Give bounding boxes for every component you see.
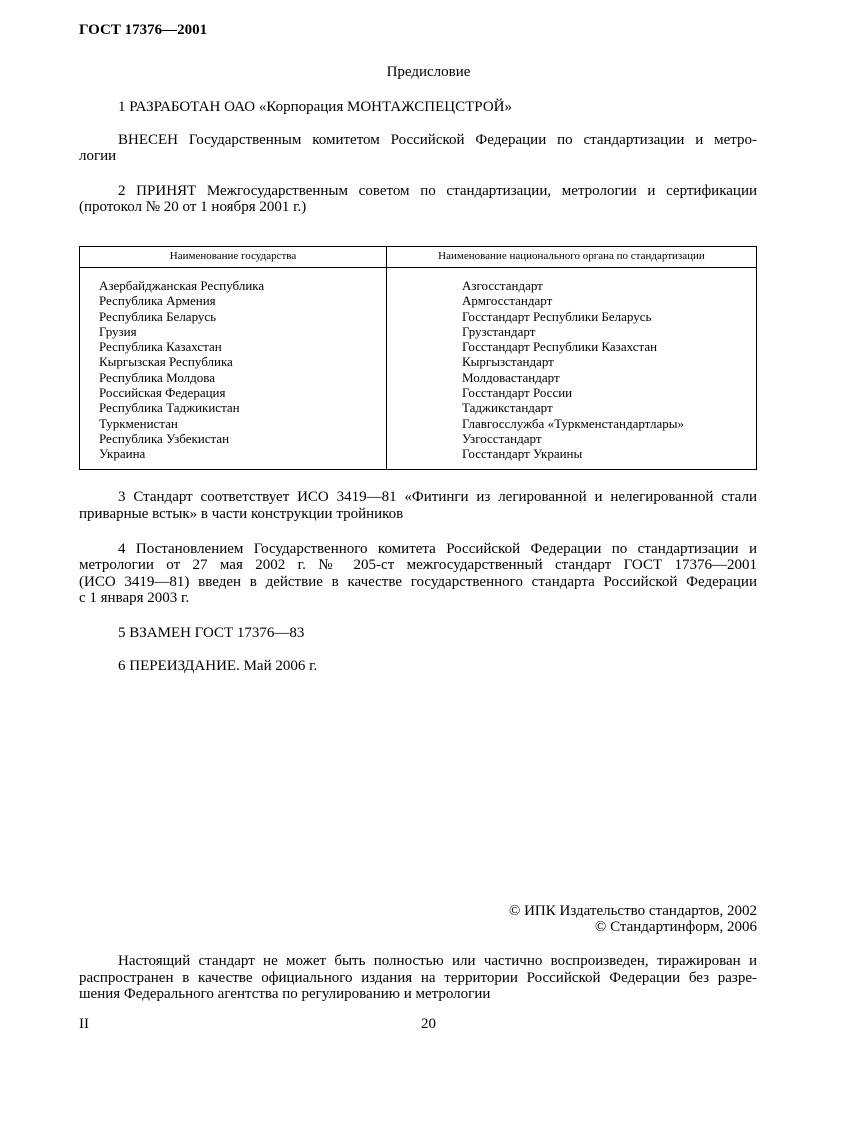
- state-name: Украина: [99, 446, 146, 462]
- table-header-state: Наименование государства: [169, 250, 297, 262]
- item3-line-1: 3 Стандарт соответствует ИСО 3419—81 «Фитинги из легированной и нелегированной стали: [118, 489, 757, 505]
- item6-paragraph: 6 ПЕРЕИЗДАНИЕ. Май 2006 г.: [118, 658, 318, 674]
- document-code: ГОСТ 17376—2001: [79, 22, 208, 38]
- member-states-table: [79, 246, 757, 470]
- item3-line-2: приварные встык» в части конструкции тройников: [79, 506, 404, 522]
- item4-line-3: (ИСО 3419—81) введен в действие в качестве государственного стандарта Российской Федерации: [79, 574, 757, 590]
- item4-line-2: метрологии от 27 мая 2002 г. № 205-ст межгосударственный стандарт ГОСТ 17376—2001: [79, 557, 757, 573]
- state-list: [99, 278, 264, 462]
- state-name: Республика Таджикистан: [99, 400, 240, 416]
- roman-page-number: II: [79, 1016, 89, 1032]
- state-name: Туркменистан: [99, 415, 178, 431]
- standards-body-name: Госстандарт России: [462, 385, 573, 401]
- page-title: Предисловие: [386, 64, 471, 80]
- standards-body-name: Госстандарт Украины: [462, 446, 583, 462]
- notice-line-3: шения Федерального агентства по регулированию и метрологии: [79, 986, 491, 1002]
- table-column-divider: [386, 247, 387, 469]
- table-header-body: Наименование национального органа по стандартизации: [438, 250, 705, 262]
- standards-body-list: [462, 278, 684, 462]
- state-name: Республика Беларусь: [99, 308, 217, 324]
- introduced-line-1: ВНЕСЕН Государственным комитетом Российской Федерации по стандартизации и метро-: [118, 132, 757, 148]
- state-name: Республика Узбекистан: [99, 430, 230, 446]
- state-name: Азербайджанская Республика: [99, 278, 265, 293]
- state-name: Грузия: [99, 323, 137, 339]
- state-name: Республика Казахстан: [99, 339, 222, 355]
- standards-body-name: Госстандарт Республики Беларусь: [462, 308, 652, 324]
- state-name: Кыргызская Республика: [99, 354, 233, 370]
- adopted-line-2: (протокол № 20 от 1 ноября 2001 г.): [79, 199, 307, 215]
- state-name: Республика Армения: [99, 293, 216, 309]
- notice-line-2: распространен в качестве официального издания на территории Российской Федерации без разре-: [79, 970, 757, 986]
- page-number: 20: [421, 1016, 436, 1032]
- copyright-line-2: © Стандартинформ, 2006: [594, 919, 757, 935]
- copyright-line-1: © ИПК Издательство стандартов, 2002: [508, 903, 757, 919]
- item5-paragraph: 5 ВЗАМЕН ГОСТ 17376—83: [118, 625, 305, 641]
- standards-body-name: Узгосстандарт: [462, 430, 542, 446]
- item4-line-4: с 1 января 2003 г.: [79, 590, 190, 606]
- item4-line-1: 4 Постановлением Государственного комитета Российской Федерации по стандартизации и: [118, 541, 757, 557]
- standards-body-name: Грузстандарт: [462, 323, 536, 339]
- state-name: Российская Федерация: [99, 385, 226, 401]
- standards-body-name: Армгосстандарт: [462, 293, 553, 309]
- introduced-line-2: логии: [79, 148, 117, 164]
- state-name: Республика Молдова: [99, 369, 215, 385]
- table-header-divider: [80, 267, 756, 268]
- standards-body-name: Молдовастандарт: [462, 369, 560, 385]
- developed-paragraph: 1 РАЗРАБОТАН ОАО «Корпорация МОНТАЖСПЕЦСТРОЙ»: [118, 99, 512, 115]
- standards-body-name: Таджикстандарт: [462, 400, 553, 416]
- adopted-line-1: 2 ПРИНЯТ Межгосударственным советом по стандартизации, метрологии и сертификации: [118, 183, 757, 199]
- notice-line-1: Настоящий стандарт не может быть полностью или частично воспроизведен, тиражирован и: [118, 953, 757, 969]
- standards-body-name: Азгосстандарт: [462, 278, 543, 293]
- standards-body-name: Главгосслужба «Туркменстандартлары»: [462, 415, 685, 431]
- standards-body-name: Кыргызстандарт: [462, 354, 554, 370]
- standards-body-name: Госстандарт Республики Казахстан: [462, 339, 658, 355]
